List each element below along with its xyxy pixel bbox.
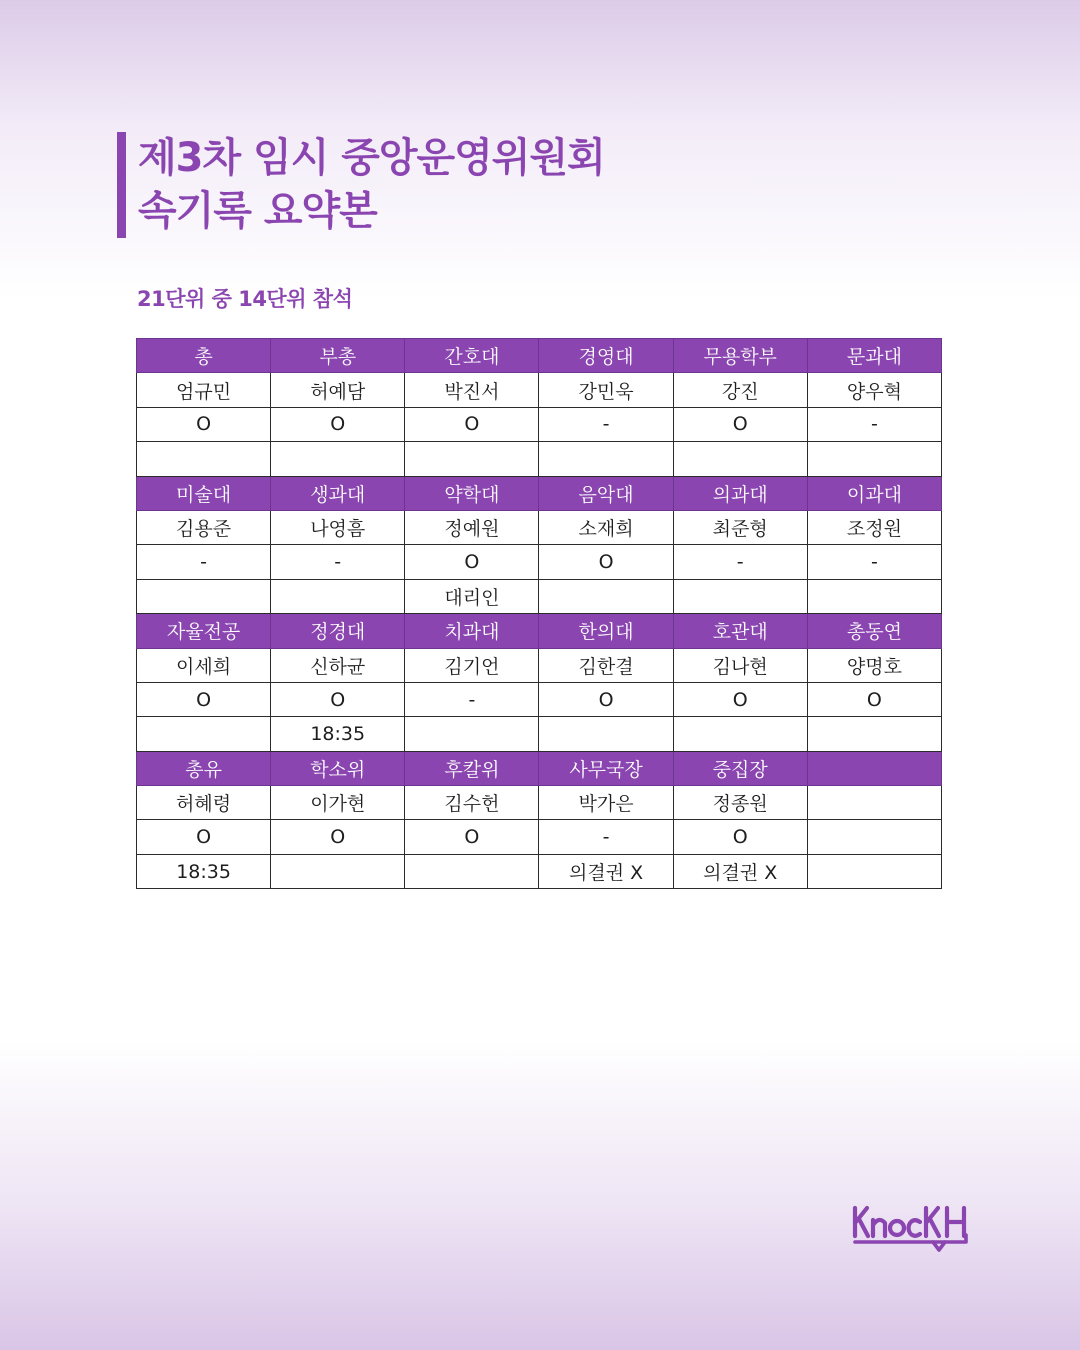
attendance-mark-cell: O: [405, 820, 539, 854]
unit-header-cell: 자율전공: [137, 614, 271, 648]
note-row: [137, 854, 942, 888]
representative-row: [137, 786, 942, 820]
representative-name-cell: 박진서: [405, 373, 539, 407]
attendance-row: [137, 682, 942, 716]
representative-name-cell: 이세희: [137, 648, 271, 682]
representative-name-cell: 강민욱: [539, 373, 673, 407]
attendance-table: [136, 338, 942, 889]
attendance-summary: 21단위 중 14단위 참석: [137, 287, 353, 311]
note-cell: 의결권 X: [673, 854, 807, 888]
unit-header-cell: [807, 751, 941, 785]
attendance-mark-cell: O: [539, 545, 673, 579]
representative-name-cell: 신하균: [271, 648, 405, 682]
attendance-mark-cell: O: [271, 682, 405, 716]
note-row: [137, 717, 942, 751]
note-cell: [673, 442, 807, 476]
note-cell: [539, 579, 673, 613]
unit-header-cell: 경영대: [539, 339, 673, 373]
note-cell: [137, 717, 271, 751]
representative-name-cell: 김한결: [539, 648, 673, 682]
note-cell: [271, 442, 405, 476]
attendance-mark-cell: O: [405, 407, 539, 441]
attendance-mark-cell: -: [137, 545, 271, 579]
attendance-mark-cell: -: [673, 545, 807, 579]
unit-header-cell: 미술대: [137, 476, 271, 510]
note-cell: [405, 717, 539, 751]
representative-name-cell: 김기언: [405, 648, 539, 682]
representative-row: [137, 648, 942, 682]
note-cell: [807, 854, 941, 888]
note-row: [137, 442, 942, 476]
unit-header-cell: 약학대: [405, 476, 539, 510]
representative-name-cell: 허예담: [271, 373, 405, 407]
attendance-mark-cell: O: [137, 407, 271, 441]
attendance-mark-cell: [807, 820, 941, 854]
note-cell: [673, 579, 807, 613]
attendance-mark-cell: O: [271, 820, 405, 854]
representative-name-cell: 양명호: [807, 648, 941, 682]
note-cell: 대리인: [405, 579, 539, 613]
unit-header-cell: 후칼위: [405, 751, 539, 785]
attendance-mark-cell: O: [807, 682, 941, 716]
representative-name-cell: 박가은: [539, 786, 673, 820]
page-title: [117, 132, 605, 238]
page-title-line-1: 제3차 임시 중앙운영위원회: [138, 135, 605, 181]
unit-header-cell: 이과대: [807, 476, 941, 510]
note-cell: 18:35: [271, 717, 405, 751]
attendance-row: [137, 820, 942, 854]
knockkh-logo-icon: [852, 1203, 970, 1253]
representative-name-cell: 엄규민: [137, 373, 271, 407]
note-cell: [405, 854, 539, 888]
representative-name-cell: 정종원: [673, 786, 807, 820]
note-cell: [539, 442, 673, 476]
attendance-mark-cell: O: [673, 820, 807, 854]
unit-header-cell: 무용학부: [673, 339, 807, 373]
representative-name-cell: 조정원: [807, 510, 941, 544]
note-cell: [807, 717, 941, 751]
unit-header-cell: 정경대: [271, 614, 405, 648]
unit-header-cell: 총: [137, 339, 271, 373]
representative-name-cell: 김나현: [673, 648, 807, 682]
attendance-mark-cell: O: [673, 682, 807, 716]
unit-header-cell: 호관대: [673, 614, 807, 648]
note-cell: 18:35: [137, 854, 271, 888]
unit-header-cell: 부총: [271, 339, 405, 373]
representative-name-cell: 소재희: [539, 510, 673, 544]
representative-name-cell: 김수헌: [405, 786, 539, 820]
unit-header-cell: 치과대: [405, 614, 539, 648]
unit-header-cell: 사무국장: [539, 751, 673, 785]
attendance-mark-cell: -: [807, 545, 941, 579]
attendance-mark-cell: O: [271, 407, 405, 441]
representative-name-cell: [807, 786, 941, 820]
unit-header-row: [137, 476, 942, 510]
attendance-mark-cell: -: [405, 682, 539, 716]
unit-header-row: [137, 751, 942, 785]
attendance-mark-cell: O: [405, 545, 539, 579]
unit-header-cell: 문과대: [807, 339, 941, 373]
note-row: [137, 579, 942, 613]
representative-name-cell: 김용준: [137, 510, 271, 544]
unit-header-cell: 의과대: [673, 476, 807, 510]
attendance-mark-cell: -: [807, 407, 941, 441]
unit-header-cell: 학소위: [271, 751, 405, 785]
unit-header-cell: 한의대: [539, 614, 673, 648]
note-cell: 의결권 X: [539, 854, 673, 888]
attendance-mark-cell: -: [539, 820, 673, 854]
unit-header-row: [137, 339, 942, 373]
representative-name-cell: 이가현: [271, 786, 405, 820]
note-cell: [137, 579, 271, 613]
unit-header-cell: 음악대: [539, 476, 673, 510]
representative-row: [137, 510, 942, 544]
attendance-row: [137, 545, 942, 579]
unit-header-row: [137, 614, 942, 648]
note-cell: [807, 442, 941, 476]
note-cell: [673, 717, 807, 751]
page-title-line-2: 속기록 요약본: [138, 188, 377, 234]
unit-header-cell: 총동연: [807, 614, 941, 648]
representative-name-cell: 허혜령: [137, 786, 271, 820]
note-cell: [807, 579, 941, 613]
note-cell: [271, 579, 405, 613]
note-cell: [405, 442, 539, 476]
unit-header-cell: 생과대: [271, 476, 405, 510]
attendance-table-body: [137, 339, 942, 889]
representative-name-cell: 나영흠: [271, 510, 405, 544]
note-cell: [539, 717, 673, 751]
attendance-mark-cell: O: [137, 682, 271, 716]
attendance-mark-cell: O: [539, 682, 673, 716]
representative-name-cell: 양우혁: [807, 373, 941, 407]
representative-name-cell: 최준형: [673, 510, 807, 544]
unit-header-cell: 간호대: [405, 339, 539, 373]
attendance-mark-cell: -: [539, 407, 673, 441]
representative-name-cell: 정예원: [405, 510, 539, 544]
attendance-row: [137, 407, 942, 441]
note-cell: [271, 854, 405, 888]
attendance-mark-cell: -: [271, 545, 405, 579]
unit-header-cell: 총유: [137, 751, 271, 785]
attendance-mark-cell: O: [137, 820, 271, 854]
note-cell: [137, 442, 271, 476]
unit-header-cell: 중집장: [673, 751, 807, 785]
attendance-mark-cell: O: [673, 407, 807, 441]
representative-name-cell: 강진: [673, 373, 807, 407]
representative-row: [137, 373, 942, 407]
